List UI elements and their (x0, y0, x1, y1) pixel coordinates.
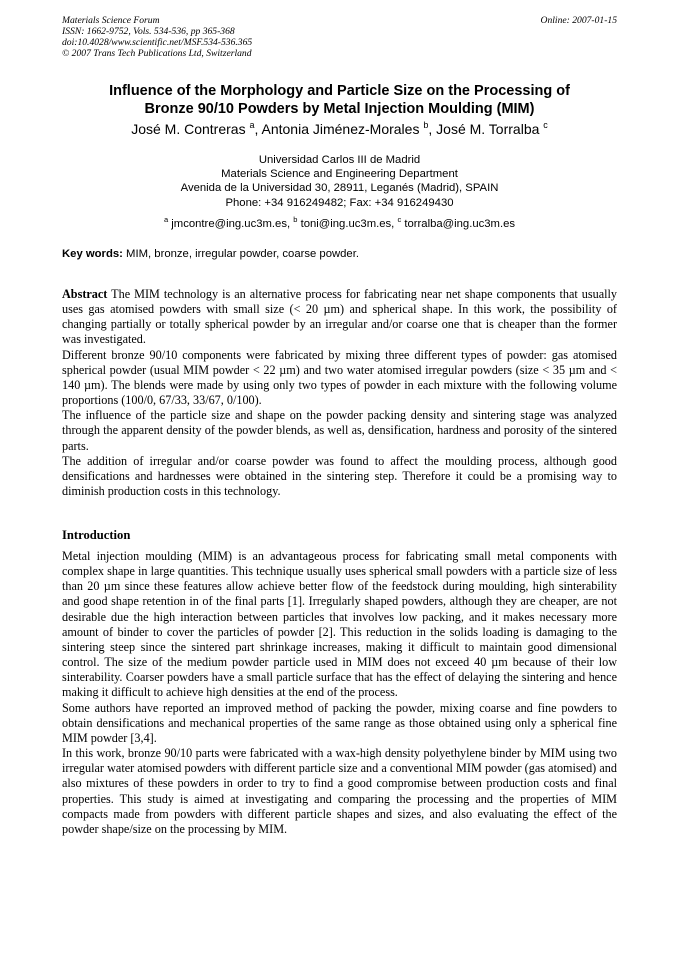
author-sup: b (423, 120, 429, 130)
introduction-paragraph: Some authors have reported an improved method of packing the powder, mixing coarse and fine powders to obtain densifications and mechanical properties of the same range as those obtained using only a spherical fine MIM powder [3,4]. (62, 700, 617, 745)
author-emails: $^a$ jmcontre@ing.uc3m.es, $^b$ toni@ing.uc3m.es, $^c$ torralba@ing.uc3m.es (163, 215, 516, 230)
introduction-section (62, 549, 617, 837)
journal-name: Materials Science Forum (62, 15, 160, 26)
email-link[interactable]: torralba@ing.uc3m.es (404, 218, 516, 230)
introduction-paragraph: In this work, bronze 90/10 parts were fabricated with a wax-high density polyethylene binder by MIM using two irregular water atomised powders with different particle size and a conventional MIM powder (gas atomised) and also mixtures of these powders in order to try to find a good compromise between production costs and final properties. This study is aimed at investigating and comparing the processing and the properties of MIM compacts made from powders with different particle shapes and sizes, and also evaluating the effect of the powder shape/size on the processing by MIM. (62, 746, 617, 836)
affiliation (62, 153, 617, 210)
abstract-paragraph: The influence of the particle size and shape on the powder packing density and sintering stage was analyzed through the apparent density of the powder blends, as well as, densification, hardness and porosity of the sintered parts. (62, 408, 617, 453)
online-date: Online: 2007-01-15 (540, 15, 617, 26)
title-line-1: Influence of the Morphology and Particle Size on the Processing of (109, 83, 570, 99)
affiliation-phone: Phone: +34 916249482; Fax: +34 916249430 (225, 196, 454, 209)
abstract-paragraph: Different bronze 90/10 components were fabricated by mixing three different types of powder: gas atomised spherical powder (usual MIM powder < 22 µm) and two water atomised irregular powders (size < 35 µm and < 140 µm). The blends were made by using only two types of powder in each mixture with the following volume proportions (100/0, 67/33, 33/67, 0/100). (62, 347, 617, 408)
email-sup: c (397, 215, 402, 224)
journal-header (62, 15, 617, 59)
introduction-heading: Introduction (62, 528, 131, 542)
email-link[interactable]: jmcontre@ing.uc3m.es (171, 218, 287, 230)
abstract-text: The MIM technology is an alternative process for fabricating near net shape components that usually uses gas atomised powders with small size (< 20 µm) and spherical shape. In this work, the possibility of changing partially or totally spherical powder by an irregular and/or coarse one that is cheaper than the former was investigated. (62, 287, 617, 347)
affiliation-address: Avenida de la Universidad 30, 28911, Leganés (Madrid), SPAIN (180, 182, 499, 195)
abstract-paragraph (62, 287, 617, 348)
author-sup: c (543, 120, 548, 130)
author-sup: a (249, 120, 255, 130)
author-name: José M. Torralba (436, 121, 540, 137)
affiliation-department: Materials Science and Engineering Department (221, 168, 458, 181)
title-line-2: Bronze 90/10 Powders by Metal Injection Moulding (MIM) (144, 101, 535, 117)
keywords-text: MIM, bronze, irregular powder, coarse powder. (126, 248, 359, 260)
email-link[interactable]: toni@ing.uc3m.es (300, 218, 392, 230)
doi: doi:10.4028/www.scientific.net/MSF.534-536.365 (62, 37, 253, 48)
affiliation-university: Universidad Carlos III de Madrid (258, 154, 421, 166)
author-name: Antonia Jiménez-Morales (261, 121, 420, 137)
copyright: © 2007 Trans Tech Publications Ltd, Switzerland (62, 48, 252, 59)
abstract-paragraph: The addition of irregular and/or coarse powder was found to affect the moulding process, although good densifications and hardnesses were obtained in the sintering step. Therefore it could be a promising way to diminish production costs in this technology. (62, 453, 617, 499)
introduction-paragraph: Metal injection moulding (MIM) is an advantageous process for fabricating small metal components with complex shape in large quantities. This technique usually uses spherical small powders with a particle size of less than 20 µm since these features allow achieve better flow of the feedstock during moulding, high sinterability and good shape retention in of the final parts [1]. Irregularly shaped powders, although they are cheaper, are not desirable due the high interaction between particles that involves low packing, and it makes necessary more amount of binder to cover the particles of powder [2]. This reduction in the solids loading is damaging to the sintering steep since the sintered part shrinkage increases, making it difficult to maintain good dimensional control. The size of the medium powder particle used in MIM does not exceed 40 µm because of their low sinterability. Coarser powders have a small particle surface that has the effect of delaying the sintering and hence making it difficult to achieve high densities at the end of the process. (62, 549, 617, 700)
email-sup: b (293, 215, 298, 224)
email-sup: a (163, 215, 169, 224)
paper-title (62, 82, 617, 118)
author-list: José M. Contreras $^a$, Antonia Jiménez-Morales $^b$, José M. Torralba $^c$ (131, 120, 548, 137)
issn: ISSN: 1662-9752, Vols. 534-536, pp 365-368 (62, 26, 235, 37)
keywords (62, 247, 617, 261)
abstract-section (62, 287, 617, 499)
keywords-label: Key words: (62, 248, 123, 260)
abstract-label: Abstract (62, 287, 108, 301)
author-name: José M. Contreras (131, 121, 246, 137)
